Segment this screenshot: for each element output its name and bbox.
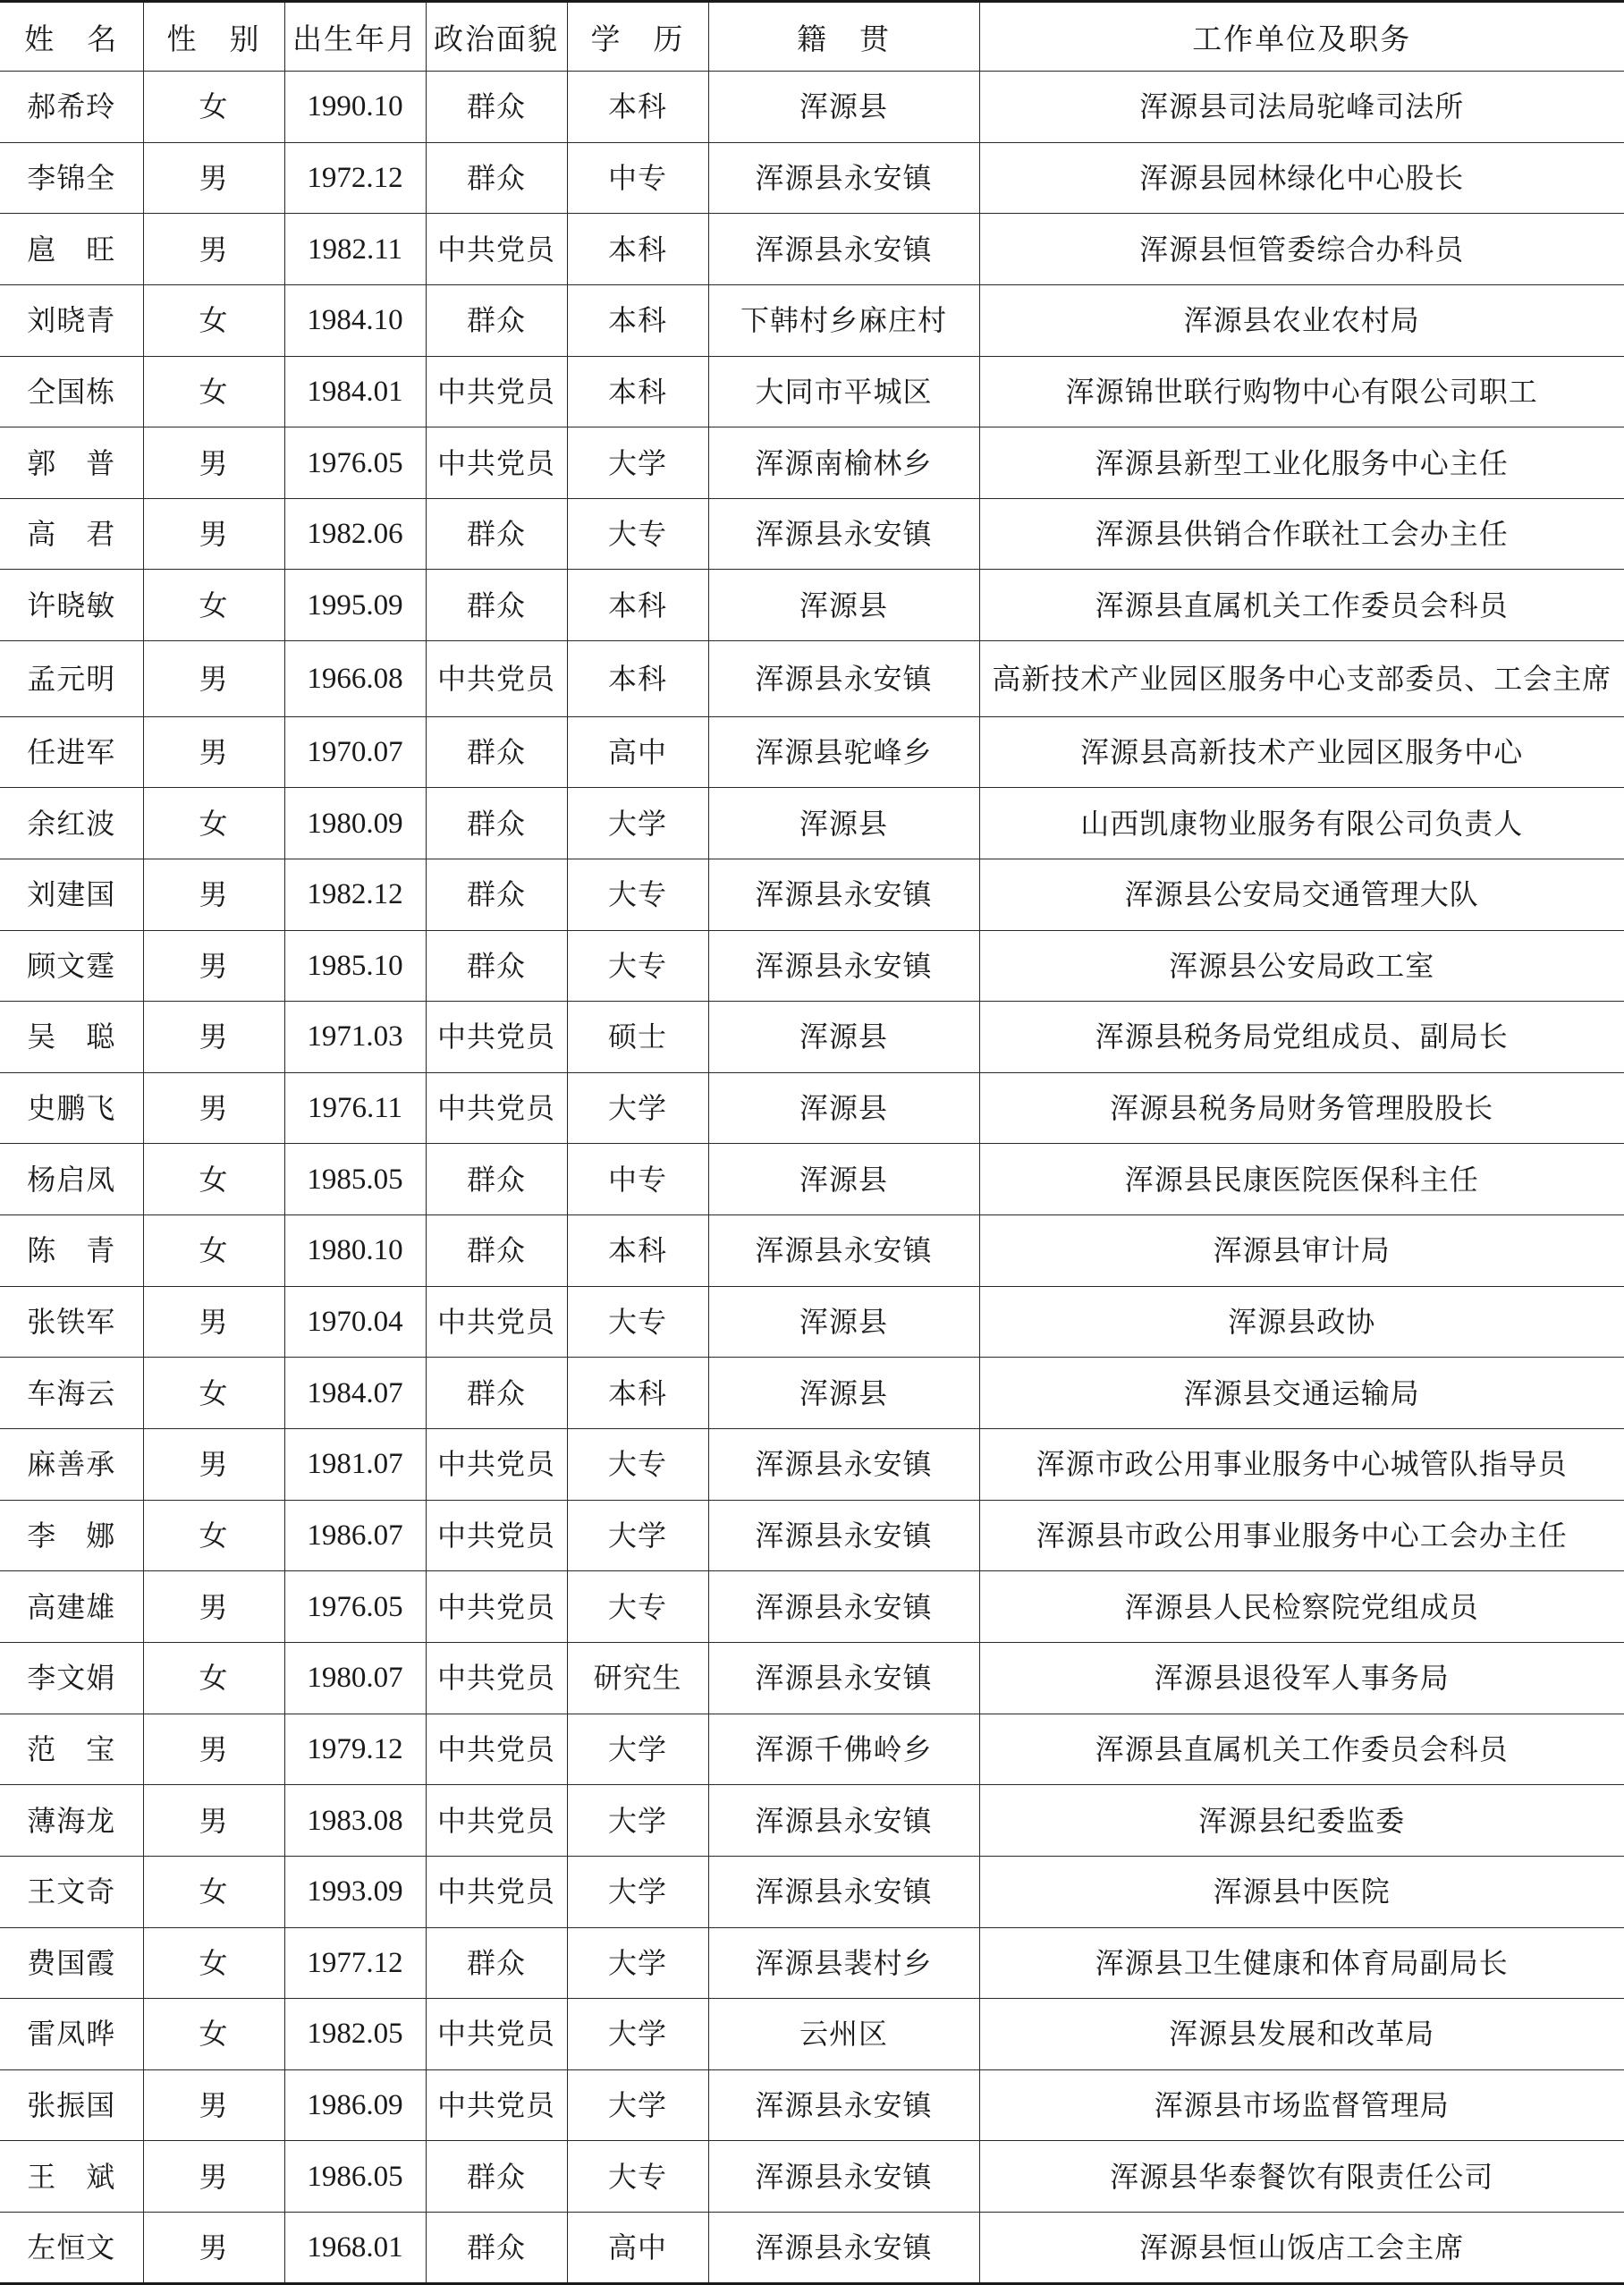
cell-gender: 女 — [143, 570, 284, 641]
table-row — [0, 1144, 1624, 1215]
cell-gender: 男 — [143, 930, 284, 1002]
cell-workplace-position: 浑源县审计局 — [979, 1215, 1624, 1287]
cell-name: 刘建国 — [0, 859, 143, 930]
cell-name: 李锦全 — [0, 142, 143, 214]
cell-native-place: 浑源千佛岭乡 — [708, 1714, 979, 1785]
cell-workplace-position: 浑源县华泰餐饮有限责任公司 — [979, 2141, 1624, 2213]
cell-education: 高中 — [567, 2213, 708, 2284]
cell-birth-date: 1979.12 — [284, 1714, 426, 1785]
cell-birth-date: 1970.07 — [284, 716, 426, 788]
cell-birth-date: 1982.06 — [284, 498, 426, 570]
cell-political-status: 群众 — [426, 1215, 567, 1287]
cell-gender: 女 — [143, 1999, 284, 2070]
cell-birth-date: 1968.01 — [284, 2213, 426, 2284]
cell-education: 本科 — [567, 356, 708, 427]
cell-workplace-position: 浑源县恒管委综合办科员 — [979, 214, 1624, 285]
cell-political-status: 群众 — [426, 930, 567, 1002]
cell-native-place: 浑源县永安镇 — [708, 2069, 979, 2141]
cell-native-place: 浑源县永安镇 — [708, 142, 979, 214]
cell-political-status: 中共党员 — [426, 427, 567, 499]
cell-workplace-position: 浑源县直属机关工作委员会科员 — [979, 570, 1624, 641]
cell-native-place: 浑源县 — [708, 72, 979, 143]
cell-education: 大学 — [567, 427, 708, 499]
table-row — [0, 1002, 1624, 1073]
table-row — [0, 284, 1624, 356]
cell-birth-date: 1986.07 — [284, 1500, 426, 1571]
cell-political-status: 中共党员 — [426, 214, 567, 285]
cell-education: 大专 — [567, 2141, 708, 2213]
cell-name: 王文奇 — [0, 1856, 143, 1927]
table-row — [0, 1714, 1624, 1785]
cell-birth-date: 1982.05 — [284, 1999, 426, 2070]
cell-name: 费国霞 — [0, 1927, 143, 1999]
cell-education: 大学 — [567, 1714, 708, 1785]
cell-gender: 女 — [143, 1144, 284, 1215]
cell-education: 大专 — [567, 1429, 708, 1501]
cell-name: 薄海龙 — [0, 1785, 143, 1857]
cell-native-place: 浑源县 — [708, 788, 979, 859]
cell-native-place: 浑源县永安镇 — [708, 2141, 979, 2213]
cell-native-place: 浑源县永安镇 — [708, 1500, 979, 1571]
cell-name: 扈 旺 — [0, 214, 143, 285]
table-row — [0, 930, 1624, 1002]
cell-gender: 男 — [143, 716, 284, 788]
cell-workplace-position: 浑源县发展和改革局 — [979, 1999, 1624, 2070]
table-row — [0, 2141, 1624, 2213]
cell-education: 本科 — [567, 570, 708, 641]
cell-education: 本科 — [567, 284, 708, 356]
cell-birth-date: 1984.10 — [284, 284, 426, 356]
table-row — [0, 1072, 1624, 1144]
cell-birth-date: 1980.09 — [284, 788, 426, 859]
cell-political-status: 中共党员 — [426, 641, 567, 716]
cell-political-status: 中共党员 — [426, 2069, 567, 2141]
cell-native-place: 浑源县裴村乡 — [708, 1927, 979, 1999]
cell-political-status: 群众 — [426, 1144, 567, 1215]
cell-native-place: 浑源县 — [708, 1358, 979, 1429]
header-birth-date: 出生年月 — [284, 2, 426, 72]
cell-education: 本科 — [567, 72, 708, 143]
cell-political-status: 中共党员 — [426, 1642, 567, 1714]
cell-political-status: 中共党员 — [426, 1856, 567, 1927]
cell-birth-date: 1971.03 — [284, 1002, 426, 1073]
cell-education: 大专 — [567, 930, 708, 1002]
cell-birth-date: 1976.05 — [284, 427, 426, 499]
cell-birth-date: 1982.12 — [284, 859, 426, 930]
cell-gender: 女 — [143, 1856, 284, 1927]
cell-birth-date: 1984.07 — [284, 1358, 426, 1429]
cell-political-status: 群众 — [426, 2141, 567, 2213]
cell-political-status: 中共党员 — [426, 1999, 567, 2070]
cell-gender: 女 — [143, 284, 284, 356]
cell-workplace-position: 浑源县公安局交通管理大队 — [979, 859, 1624, 930]
cell-education: 高中 — [567, 716, 708, 788]
cell-birth-date: 1985.05 — [284, 1144, 426, 1215]
cell-name: 刘晓青 — [0, 284, 143, 356]
cell-birth-date: 1986.05 — [284, 2141, 426, 2213]
cell-birth-date: 1995.09 — [284, 570, 426, 641]
table-row — [0, 1642, 1624, 1714]
cell-workplace-position: 山西凯康物业服务有限公司负责人 — [979, 788, 1624, 859]
cell-political-status: 群众 — [426, 570, 567, 641]
cell-workplace-position: 浑源县税务局财务管理股股长 — [979, 1072, 1624, 1144]
cell-native-place: 下韩村乡麻庄村 — [708, 284, 979, 356]
cell-political-status: 群众 — [426, 284, 567, 356]
table-row — [0, 570, 1624, 641]
cell-education: 大专 — [567, 859, 708, 930]
cell-gender: 女 — [143, 356, 284, 427]
cell-native-place: 浑源县永安镇 — [708, 1571, 979, 1643]
header-native-place: 籍 贯 — [708, 2, 979, 72]
cell-gender: 女 — [143, 1215, 284, 1287]
cell-birth-date: 1984.01 — [284, 356, 426, 427]
cell-native-place: 浑源县永安镇 — [708, 1429, 979, 1501]
cell-political-status: 中共党员 — [426, 1571, 567, 1643]
cell-workplace-position: 浑源县人民检察院党组成员 — [979, 1571, 1624, 1643]
cell-native-place: 浑源县永安镇 — [708, 214, 979, 285]
cell-gender: 男 — [143, 1714, 284, 1785]
cell-workplace-position: 浑源县新型工业化服务中心主任 — [979, 427, 1624, 499]
cell-workplace-position: 高新技术产业园区服务中心支部委员、工会主席 — [979, 641, 1624, 716]
cell-political-status: 群众 — [426, 1358, 567, 1429]
cell-native-place: 浑源县永安镇 — [708, 1856, 979, 1927]
table-body — [0, 72, 1624, 2284]
table-row — [0, 1500, 1624, 1571]
cell-native-place: 浑源县永安镇 — [708, 859, 979, 930]
cell-native-place: 浑源县 — [708, 570, 979, 641]
cell-native-place: 浑源县永安镇 — [708, 2213, 979, 2284]
cell-workplace-position: 浑源县纪委监委 — [979, 1785, 1624, 1857]
cell-political-status: 群众 — [426, 1927, 567, 1999]
cell-political-status: 群众 — [426, 716, 567, 788]
cell-gender: 女 — [143, 1927, 284, 1999]
cell-gender: 男 — [143, 1785, 284, 1857]
cell-gender: 男 — [143, 1571, 284, 1643]
cell-name: 任进军 — [0, 716, 143, 788]
header-workplace-position: 工作单位及职务 — [979, 2, 1624, 72]
cell-gender: 男 — [143, 1286, 284, 1358]
cell-education: 大学 — [567, 1072, 708, 1144]
header-name: 姓 名 — [0, 2, 143, 72]
cell-workplace-position: 浑源县退役军人事务局 — [979, 1642, 1624, 1714]
cell-political-status: 群众 — [426, 72, 567, 143]
cell-political-status: 群众 — [426, 2213, 567, 2284]
cell-workplace-position: 浑源县公安局政工室 — [979, 930, 1624, 1002]
table-row — [0, 859, 1624, 930]
cell-native-place: 浑源南榆林乡 — [708, 427, 979, 499]
cell-gender: 男 — [143, 2069, 284, 2141]
cell-workplace-position: 浑源县政协 — [979, 1286, 1624, 1358]
table-row — [0, 1215, 1624, 1287]
cell-education: 中专 — [567, 1144, 708, 1215]
cell-education: 大学 — [567, 1500, 708, 1571]
cell-birth-date: 1977.12 — [284, 1927, 426, 1999]
cell-gender: 男 — [143, 641, 284, 716]
cell-native-place: 浑源县 — [708, 1286, 979, 1358]
table-row — [0, 1856, 1624, 1927]
cell-birth-date: 1972.12 — [284, 142, 426, 214]
cell-name: 史鹏飞 — [0, 1072, 143, 1144]
cell-gender: 女 — [143, 1500, 284, 1571]
cell-education: 大学 — [567, 1785, 708, 1857]
cell-name: 车海云 — [0, 1358, 143, 1429]
cell-birth-date: 1976.05 — [284, 1571, 426, 1643]
cell-political-status: 群众 — [426, 859, 567, 930]
table-row — [0, 72, 1624, 143]
table-row — [0, 1429, 1624, 1501]
cell-name: 李 娜 — [0, 1500, 143, 1571]
cell-birth-date: 1980.07 — [284, 1642, 426, 1714]
cell-political-status: 中共党员 — [426, 1500, 567, 1571]
cell-birth-date: 1980.10 — [284, 1215, 426, 1287]
header-education: 学 历 — [567, 2, 708, 72]
header-row — [0, 2, 1624, 72]
cell-education: 本科 — [567, 641, 708, 716]
table-row — [0, 1571, 1624, 1643]
header-gender: 性 别 — [143, 2, 284, 72]
cell-education: 中专 — [567, 142, 708, 214]
cell-education: 大专 — [567, 1571, 708, 1643]
cell-workplace-position: 浑源县市政公用事业服务中心工会办主任 — [979, 1500, 1624, 1571]
cell-name: 张振国 — [0, 2069, 143, 2141]
cell-education: 大专 — [567, 498, 708, 570]
cell-birth-date: 1986.09 — [284, 2069, 426, 2141]
cell-workplace-position: 浑源县农业农村局 — [979, 284, 1624, 356]
cell-workplace-position: 浑源锦世联行购物中心有限公司职工 — [979, 356, 1624, 427]
cell-gender: 女 — [143, 788, 284, 859]
cell-political-status: 中共党员 — [426, 1286, 567, 1358]
cell-gender: 女 — [143, 72, 284, 143]
cell-name: 仝国栋 — [0, 356, 143, 427]
cell-name: 顾文霆 — [0, 930, 143, 1002]
cell-birth-date: 1990.10 — [284, 72, 426, 143]
cell-native-place: 浑源县永安镇 — [708, 498, 979, 570]
cell-education: 大学 — [567, 788, 708, 859]
cell-workplace-position: 浑源县交通运输局 — [979, 1358, 1624, 1429]
cell-native-place: 浑源县驼峰乡 — [708, 716, 979, 788]
cell-gender: 男 — [143, 2141, 284, 2213]
cell-workplace-position: 浑源县卫生健康和体育局副局长 — [979, 1927, 1624, 1999]
header-political-status: 政治面貌 — [426, 2, 567, 72]
cell-workplace-position: 浑源县供销合作联社工会办主任 — [979, 498, 1624, 570]
cell-political-status: 群众 — [426, 498, 567, 570]
table-row — [0, 2069, 1624, 2141]
cell-gender: 男 — [143, 2213, 284, 2284]
cell-education: 大学 — [567, 1927, 708, 1999]
cell-name: 吴 聪 — [0, 1002, 143, 1073]
cell-political-status: 中共党员 — [426, 1785, 567, 1857]
cell-name: 杨启凤 — [0, 1144, 143, 1215]
table-row — [0, 716, 1624, 788]
table-row — [0, 214, 1624, 285]
cell-education: 研究生 — [567, 1642, 708, 1714]
cell-native-place: 浑源县永安镇 — [708, 1215, 979, 1287]
cell-education: 大专 — [567, 1286, 708, 1358]
cell-gender: 男 — [143, 1429, 284, 1501]
cell-name: 郝希玲 — [0, 72, 143, 143]
cell-native-place: 浑源县 — [708, 1002, 979, 1073]
cell-gender: 男 — [143, 142, 284, 214]
cell-birth-date: 1976.11 — [284, 1072, 426, 1144]
cell-education: 硕士 — [567, 1002, 708, 1073]
cell-name: 郭 普 — [0, 427, 143, 499]
cell-political-status: 中共党员 — [426, 1429, 567, 1501]
cell-workplace-position: 浑源县直属机关工作委员会科员 — [979, 1714, 1624, 1785]
cell-birth-date: 1985.10 — [284, 930, 426, 1002]
table-row — [0, 1286, 1624, 1358]
cell-education: 大学 — [567, 1999, 708, 2070]
cell-gender: 男 — [143, 1072, 284, 1144]
cell-name: 孟元明 — [0, 641, 143, 716]
cell-education: 大学 — [567, 1856, 708, 1927]
cell-political-status: 中共党员 — [426, 356, 567, 427]
cell-political-status: 中共党员 — [426, 1002, 567, 1073]
cell-gender: 男 — [143, 859, 284, 930]
cell-political-status: 中共党员 — [426, 1072, 567, 1144]
table-row — [0, 1999, 1624, 2070]
cell-gender: 男 — [143, 1002, 284, 1073]
cell-political-status: 群众 — [426, 788, 567, 859]
table-row — [0, 427, 1624, 499]
table-row — [0, 788, 1624, 859]
table-row — [0, 641, 1624, 716]
cell-workplace-position: 浑源县民康医院医保科主任 — [979, 1144, 1624, 1215]
cell-name: 陈 青 — [0, 1215, 143, 1287]
cell-native-place: 浑源县永安镇 — [708, 1785, 979, 1857]
cell-workplace-position: 浑源县中医院 — [979, 1856, 1624, 1927]
cell-education: 本科 — [567, 1358, 708, 1429]
cell-gender: 男 — [143, 214, 284, 285]
cell-name: 许晓敏 — [0, 570, 143, 641]
cell-political-status: 群众 — [426, 142, 567, 214]
table-row — [0, 498, 1624, 570]
cell-workplace-position: 浑源县司法局驼峰司法所 — [979, 72, 1624, 143]
cell-native-place: 浑源县 — [708, 1072, 979, 1144]
cell-name: 张铁军 — [0, 1286, 143, 1358]
cell-gender: 女 — [143, 1358, 284, 1429]
cell-birth-date: 1966.08 — [284, 641, 426, 716]
cell-name: 高建雄 — [0, 1571, 143, 1643]
cell-native-place: 云州区 — [708, 1999, 979, 2070]
cell-education: 本科 — [567, 1215, 708, 1287]
cell-name: 王 斌 — [0, 2141, 143, 2213]
cell-name: 雷凤晔 — [0, 1999, 143, 2070]
cell-workplace-position: 浑源县市场监督管理局 — [979, 2069, 1624, 2141]
cell-workplace-position: 浑源县恒山饭店工会主席 — [979, 2213, 1624, 2284]
cell-native-place: 大同市平城区 — [708, 356, 979, 427]
cell-political-status: 中共党员 — [426, 1714, 567, 1785]
cell-gender: 女 — [143, 1642, 284, 1714]
table-row — [0, 142, 1624, 214]
table-row — [0, 1785, 1624, 1857]
cell-name: 麻善承 — [0, 1429, 143, 1501]
cell-birth-date: 1970.04 — [284, 1286, 426, 1358]
cell-name: 高 君 — [0, 498, 143, 570]
cell-name: 李文娟 — [0, 1642, 143, 1714]
table-row — [0, 356, 1624, 427]
cell-native-place: 浑源县永安镇 — [708, 641, 979, 716]
cell-education: 本科 — [567, 214, 708, 285]
cell-gender: 男 — [143, 498, 284, 570]
cell-birth-date: 1993.09 — [284, 1856, 426, 1927]
cell-workplace-position: 浑源县园林绿化中心股长 — [979, 142, 1624, 214]
cell-native-place: 浑源县 — [708, 1144, 979, 1215]
cell-birth-date: 1983.08 — [284, 1785, 426, 1857]
cell-native-place: 浑源县永安镇 — [708, 930, 979, 1002]
cell-workplace-position: 浑源市政公用事业服务中心城管队指导员 — [979, 1429, 1624, 1501]
cell-birth-date: 1982.11 — [284, 214, 426, 285]
cell-workplace-position: 浑源县税务局党组成员、副局长 — [979, 1002, 1624, 1073]
table-row — [0, 1358, 1624, 1429]
table-row — [0, 1927, 1624, 1999]
cell-education: 大学 — [567, 2069, 708, 2141]
cell-gender: 男 — [143, 427, 284, 499]
cell-name: 左恒文 — [0, 2213, 143, 2284]
cell-native-place: 浑源县永安镇 — [708, 1642, 979, 1714]
cell-name: 余红波 — [0, 788, 143, 859]
cell-birth-date: 1981.07 — [284, 1429, 426, 1501]
cell-workplace-position: 浑源县高新技术产业园区服务中心 — [979, 716, 1624, 788]
table-row — [0, 2213, 1624, 2284]
cell-name: 范 宝 — [0, 1714, 143, 1785]
